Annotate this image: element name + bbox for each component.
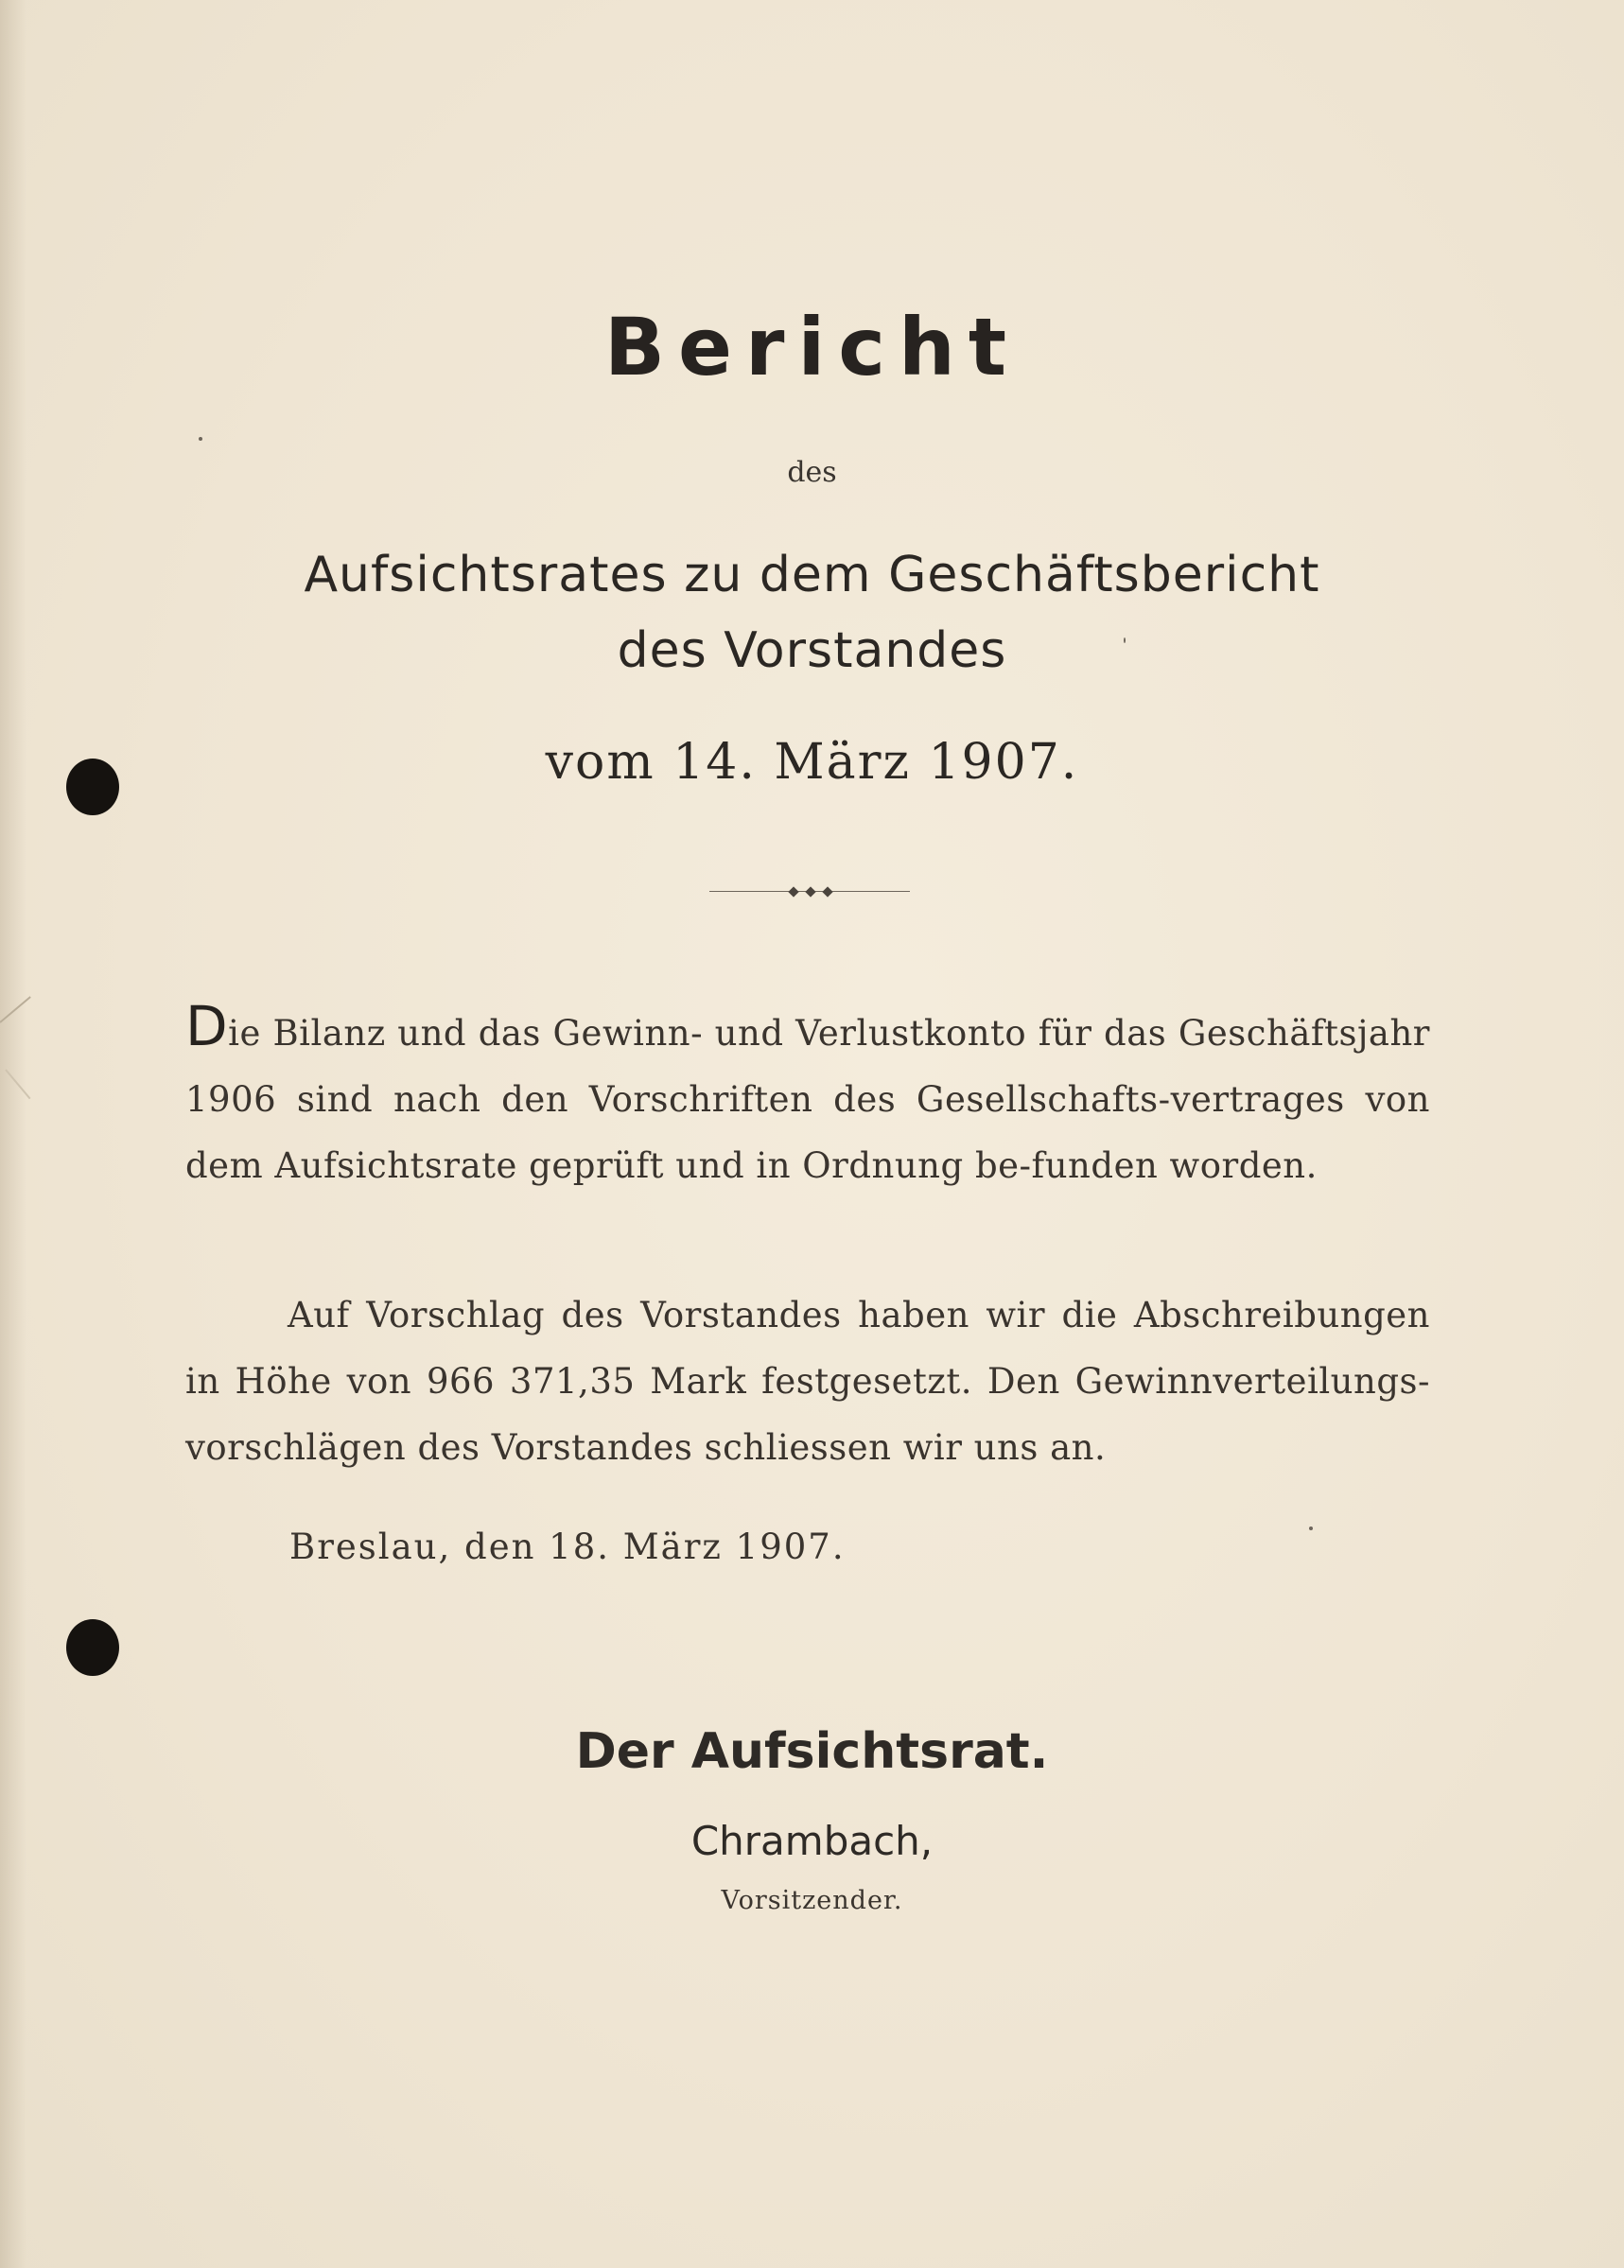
paragraph-depreciation-text: Auf Vorschlag des Vorstandes haben wir die Abschreibungen in Höhe von 966 371,35 Mark festgesetzt. Den Gewinnverteilungs-vorschlägen des Vorstandes schliessen wir uns an. <box>185 1295 1430 1468</box>
place-and-date: Breslau, den 18. März 1907. <box>289 1527 846 1567</box>
signatory-name: Chrambach, <box>690 1818 934 1864</box>
paper-speck <box>199 437 202 441</box>
subtitle-line-1: Aufsichtsrates zu dem Geschäftsbericht <box>304 547 1320 603</box>
drop-cap: D <box>185 994 229 1058</box>
paper-speck <box>1309 1527 1313 1530</box>
signatory-role: Vorsitzender. <box>721 1886 903 1915</box>
document-title: Bericht <box>604 301 1020 393</box>
subtitle-line-2: des Vorstandes <box>617 622 1007 679</box>
divider-ornament <box>768 885 853 898</box>
title-connector: des <box>787 456 837 489</box>
paragraph-balance <box>185 994 1430 1199</box>
paragraph-depreciation <box>185 1282 1430 1481</box>
paragraph-balance-text: ie Bilanz und das Gewinn- und Verlustkonto für das Geschäftsjahr 1906 sind nach den Vorschriften des Gesellschafts-vertrages von dem Aufsichtsrate geprüft und in Ordnung be-funden worden. <box>185 1013 1430 1186</box>
punch-hole-bottom <box>66 1619 119 1676</box>
signing-body: Der Aufsichtsrat. <box>575 1723 1049 1780</box>
report-date: vom 14. März 1907. <box>545 734 1079 791</box>
